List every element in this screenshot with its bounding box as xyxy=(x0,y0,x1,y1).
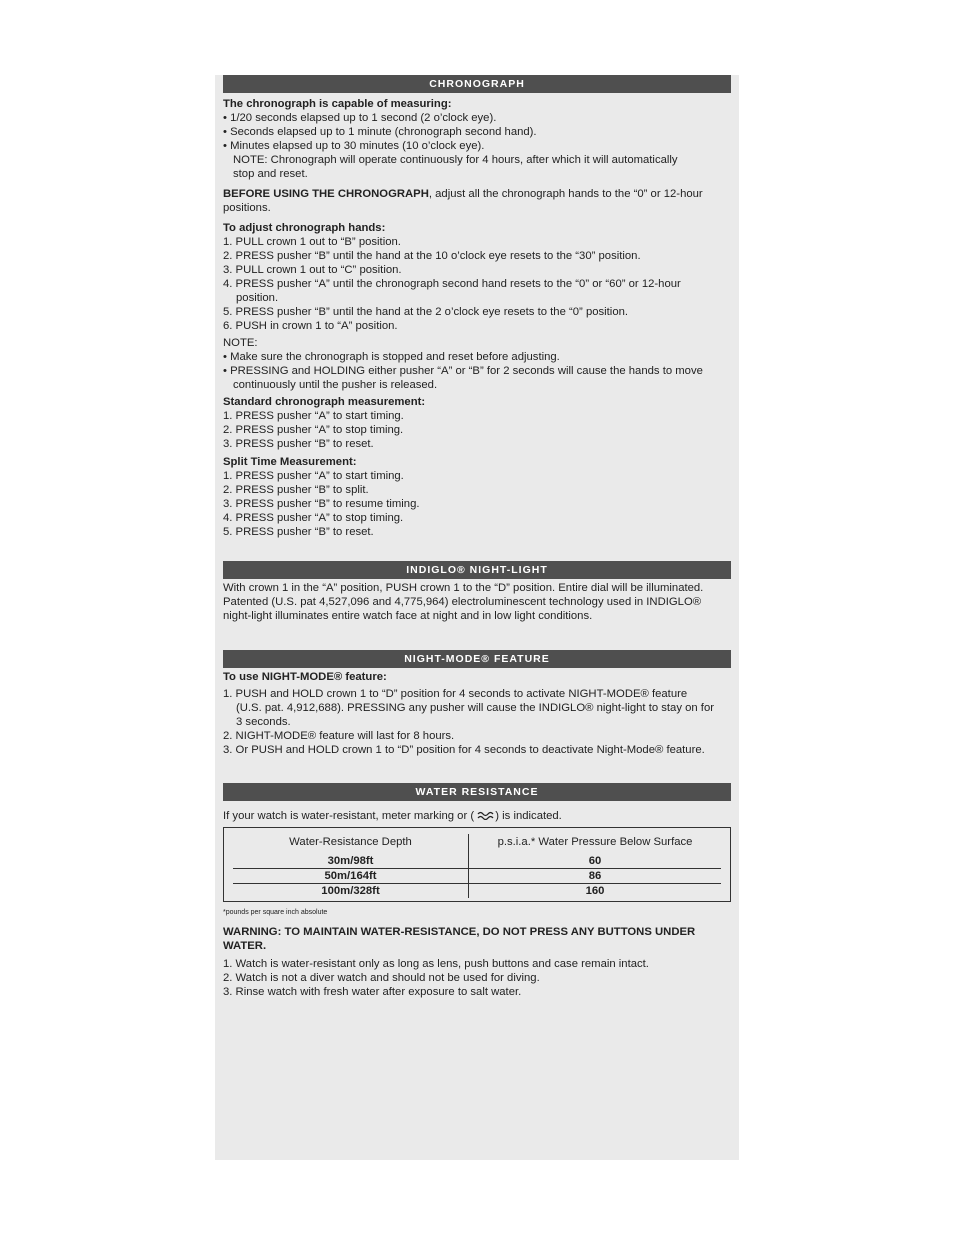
adjust-title: To adjust chronograph hands: xyxy=(223,222,386,234)
water-resistant-wave-icon xyxy=(477,810,495,819)
table-footnote: *pounds per square inch absolute xyxy=(223,909,328,916)
water-item: 1. Watch is water-resistant only as long as lens, push buttons and case remain intact. xyxy=(223,958,649,970)
indiglo-text: With crown 1 in the “A” position, PUSH crown 1 to the “D” position. Entire dial will be illuminated. xyxy=(223,582,704,594)
standard-step: 2. PRESS pusher “A” to stop timing. xyxy=(223,424,404,436)
standard-title: Standard chronograph measurement: xyxy=(223,396,426,408)
split-step: 2. PRESS pusher “B” to split. xyxy=(223,484,369,496)
indiglo-header: INDIGLO® NIGHT-LIGHT xyxy=(223,561,731,579)
adjust-step: 3. PULL crown 1 out to “C” position. xyxy=(223,264,402,276)
note-label: NOTE: xyxy=(223,337,258,349)
manual-content xyxy=(223,75,731,999)
table-header-row xyxy=(233,834,721,854)
water-warning: WARNING: TO MAINTAIN WATER-RESISTANCE, DO NOT PRESS ANY BUTTONS UNDER WATER. xyxy=(223,926,696,952)
water-intro xyxy=(223,809,731,823)
note-item: • Make sure the chronograph is stopped and reset before adjusting. xyxy=(223,351,560,363)
standard-step: 3. PRESS pusher “B” to reset. xyxy=(223,438,374,450)
adjust-step: position. xyxy=(236,292,279,304)
split-title: Split Time Measurement: xyxy=(223,456,357,468)
nightmode-step: 3. Or PUSH and HOLD crown 1 to “D” position for 4 seconds to deactivate Night-Mode® feature. xyxy=(223,744,705,756)
capable-item: • 1/20 seconds elapsed up to 1 second (2 o’clock eye). xyxy=(223,112,497,124)
water-item: 2. Watch is not a diver watch and should not be used for diving. xyxy=(223,972,540,984)
chronograph-header: CHRONOGRAPH xyxy=(223,75,731,93)
capable-note: NOTE: Chronograph will operate continuously for 4 hours, after which it will automatically xyxy=(233,154,678,166)
col-psi-header: p.s.i.a.* Water Pressure Below Surface xyxy=(497,836,693,848)
note-item: • PRESSING and HOLDING either pusher “A” or “B” for 2 seconds will cause the hands to move xyxy=(223,365,703,377)
water-item: 3. Rinse watch with fresh water after exposure to salt water. xyxy=(223,986,522,998)
depth-cell: 50m/164ft xyxy=(233,869,469,883)
psi-cell: 60 xyxy=(588,855,602,867)
before-using-label: BEFORE USING THE CHRONOGRAPH xyxy=(223,188,429,200)
adjust-step: 1. PULL crown 1 out to “B” position. xyxy=(223,236,401,248)
note-item: continuously until the pusher is released. xyxy=(233,379,438,391)
nightmode-title: To use NIGHT-MODE® feature: xyxy=(223,671,387,683)
capable-item: • Seconds elapsed up to 1 minute (chronograph second hand). xyxy=(223,126,537,138)
split-step: 1. PRESS pusher “A” to start timing. xyxy=(223,470,404,482)
capable-note: stop and reset. xyxy=(233,168,308,180)
nightmode-header: NIGHT-MODE® FEATURE xyxy=(223,650,731,668)
split-step: 4. PRESS pusher “A” to stop timing. xyxy=(223,512,404,524)
nightmode-step: (U.S. pat. 4,912,688). PRESSING any pusher will cause the INDIGLO® night-light to stay on for xyxy=(236,702,714,714)
col-depth-header: Water-Resistance Depth xyxy=(233,834,469,854)
water-resistance-table xyxy=(223,827,731,902)
split-step: 3. PRESS pusher “B” to resume timing. xyxy=(223,498,420,510)
manual-page xyxy=(215,75,739,1160)
nightmode-step: 2. NIGHT-MODE® feature will last for 8 hours. xyxy=(223,730,455,742)
split-step: 5. PRESS pusher “B” to reset. xyxy=(223,526,374,538)
table-row xyxy=(233,854,721,869)
adjust-step: 4. PRESS pusher “A” until the chronograph second hand resets to the “0” or “60” or 12-hour xyxy=(223,278,681,290)
water-intro-text: ) is indicated. xyxy=(495,810,562,822)
depth-cell: 100m/328ft xyxy=(233,884,469,898)
table-row xyxy=(233,884,721,898)
indiglo-text: Patented (U.S. pat 4,527,096 and 4,775,964) electroluminescent technology used in INDIGLO® xyxy=(223,596,702,608)
nightmode-step: 3 seconds. xyxy=(236,716,291,728)
before-using-text: , adjust all the chronograph hands to the “0” or 12-hour xyxy=(428,188,703,200)
standard-step: 1. PRESS pusher “A” to start timing. xyxy=(223,410,404,422)
water-intro-text: If your watch is water-resistant, meter marking or ( xyxy=(223,810,475,822)
nightmode-step: 1. PUSH and HOLD crown 1 to “D” position for 4 seconds to activate NIGHT-MODE® feature xyxy=(223,688,688,700)
psi-cell: 160 xyxy=(585,885,605,897)
psi-cell: 86 xyxy=(588,870,602,882)
indiglo-text: night-light illuminates entire watch face at night and in low light conditions. xyxy=(223,610,593,622)
capable-item: • Minutes elapsed up to 30 minutes (10 o’clock eye). xyxy=(223,140,485,152)
before-using-text: positions. xyxy=(223,202,271,214)
adjust-step: 6. PUSH in crown 1 to “A” position. xyxy=(223,320,398,332)
table-row xyxy=(233,869,721,884)
adjust-step: 2. PRESS pusher “B” until the hand at the 10 o’clock eye resets to the “30” position. xyxy=(223,250,641,262)
capable-title: The chronograph is capable of measuring: xyxy=(223,98,452,110)
adjust-step: 5. PRESS pusher “B” until the hand at the 2 o’clock eye resets to the “0” position. xyxy=(223,306,629,318)
before-using-paragraph xyxy=(223,187,731,201)
water-header: WATER RESISTANCE xyxy=(223,783,731,801)
depth-cell: 30m/98ft xyxy=(233,854,469,868)
